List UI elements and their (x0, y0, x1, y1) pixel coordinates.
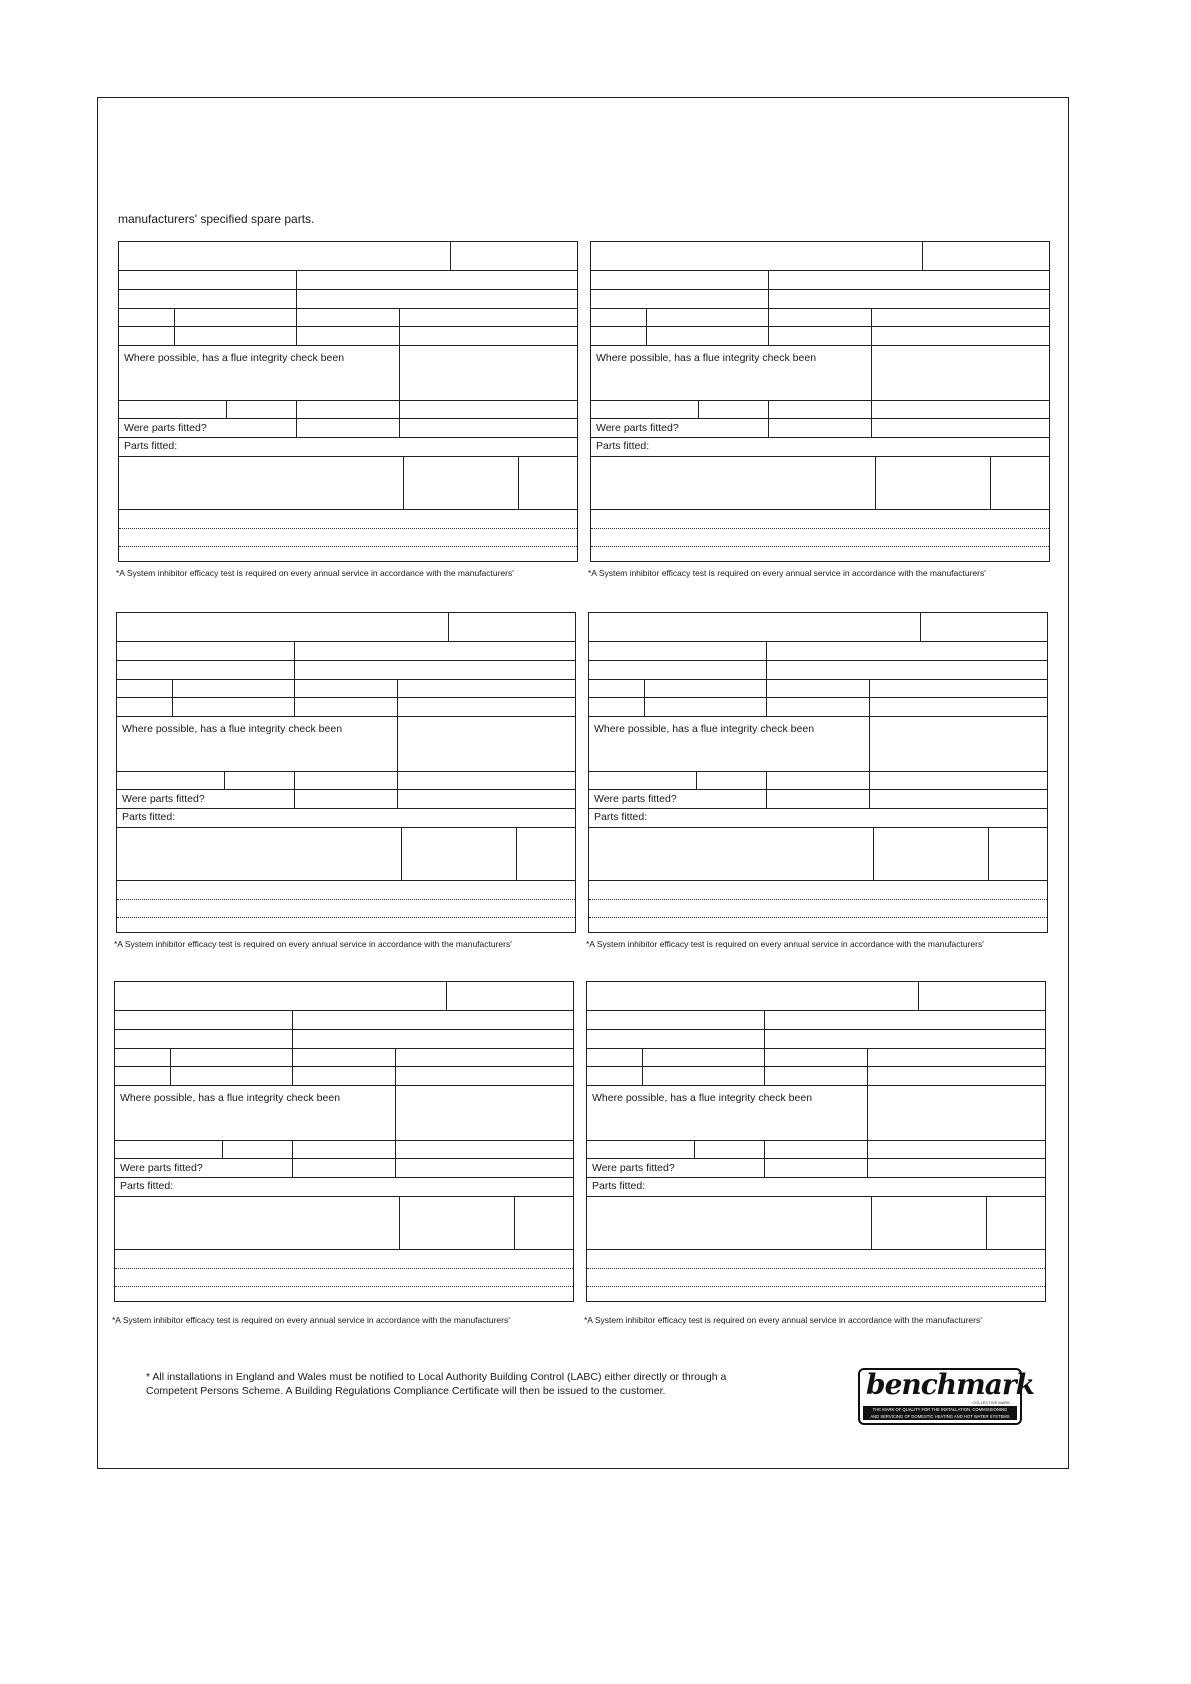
row-4-cell-d[interactable] (397, 697, 577, 716)
parts-question-label: Were parts fitted? (596, 422, 679, 434)
notes-line-2[interactable] (117, 899, 577, 917)
parts-fitted-list-field[interactable] (115, 1196, 399, 1249)
table-rule (119, 437, 577, 438)
row-2-label-field[interactable] (589, 660, 766, 679)
inhibitor-test-footnote: *A System inhibitor efficacy test is required on every annual service in accordance with the manufacturers' (114, 939, 512, 949)
row-2-label-field[interactable] (117, 660, 294, 679)
record-date-field[interactable] (448, 613, 577, 641)
row-6-cell-d[interactable] (871, 400, 1051, 418)
row-1-label-field[interactable] (587, 1010, 764, 1029)
row-4-cell-b[interactable] (170, 1066, 292, 1085)
service-record-5 (114, 981, 574, 1302)
row-3-cell-b[interactable] (174, 308, 296, 326)
row-3-cell-b[interactable] (644, 679, 766, 697)
row-6-cell-b[interactable] (222, 1140, 292, 1158)
row-4-cell-a[interactable] (587, 1066, 642, 1085)
row-6-cell-b[interactable] (696, 771, 766, 789)
service-record-3 (116, 612, 576, 933)
parts-fitted-label: Parts fitted: (124, 440, 178, 452)
row-6-cell-a[interactable] (119, 400, 226, 418)
notes-line-3[interactable] (591, 546, 1051, 563)
inhibitor-test-footnote: *A System inhibitor efficacy test is required on every annual service in accordance with the manufacturers' (586, 939, 984, 949)
row-4-cell-b[interactable] (642, 1066, 764, 1085)
labc-notice-line-2: Competent Persons Scheme. A Building Regulations Compliance Certificate will then be issued to the customer. (146, 1385, 666, 1397)
parts-fitted-label: Parts fitted: (120, 1180, 174, 1192)
row-3-cell-c[interactable] (764, 1048, 867, 1066)
row-4-cell-c[interactable] (294, 697, 397, 716)
parts-fitted-label: Parts fitted: (592, 1180, 646, 1192)
row-3-cell-b[interactable] (170, 1048, 292, 1066)
row-1-value-field[interactable] (766, 641, 1049, 660)
row-6-cell-c[interactable] (294, 771, 397, 789)
notes-line-2[interactable] (119, 528, 579, 546)
row-4-cell-a[interactable] (119, 326, 174, 345)
parts-question-label: Were parts fitted? (122, 793, 205, 805)
row-4-cell-a[interactable] (589, 697, 644, 716)
notes-line-2[interactable] (587, 1268, 1047, 1286)
row-3-cell-a[interactable] (117, 679, 172, 697)
row-4-cell-d[interactable] (395, 1066, 575, 1085)
row-4-cell-d[interactable] (867, 1066, 1047, 1085)
service-record-1 (118, 241, 578, 562)
parts-quantity-field[interactable] (399, 1196, 514, 1249)
row-1-label-field[interactable] (115, 1010, 292, 1029)
table-rule (589, 808, 1047, 809)
row-6-cell-c[interactable] (768, 400, 871, 418)
flue-check-label: Where possible, has a flue integrity check been (592, 1092, 813, 1104)
flue-check-label: Where possible, has a flue integrity check been (120, 1092, 341, 1104)
inhibitor-test-footnote: *A System inhibitor efficacy test is required on every annual service in accordance with the manufacturers' (584, 1315, 982, 1325)
parts-fitted-answer-field[interactable] (292, 1158, 395, 1177)
parts-code-field[interactable] (516, 827, 577, 880)
row-3-cell-d[interactable] (869, 679, 1049, 697)
row-2-value-field[interactable] (766, 660, 1049, 679)
notes-line-2[interactable] (115, 1268, 575, 1286)
benchmark-logo-sub: COLLECTIVE MARK (972, 1400, 1010, 1405)
parts-question-label: Were parts fitted? (124, 422, 207, 434)
labc-notice-line-1: * All installations in England and Wales must be notified to Local Authority Building Control (LABC) either directly or through a (146, 1371, 727, 1383)
notes-line-2[interactable] (589, 899, 1049, 917)
record-title-field[interactable] (587, 982, 918, 1010)
row-4-cell-c[interactable] (768, 326, 871, 345)
benchmark-logo (858, 1368, 1035, 1425)
flue-check-label: Where possible, has a flue integrity check been (122, 723, 343, 735)
row-6-cell-d[interactable] (399, 400, 579, 418)
row-6-cell-d[interactable] (397, 771, 577, 789)
row-6-cell-b[interactable] (698, 400, 768, 418)
row-3-cell-d[interactable] (399, 308, 579, 326)
parts-question-label: Were parts fitted? (120, 1162, 203, 1174)
row-6-cell-a[interactable] (589, 771, 696, 789)
row-4-cell-c[interactable] (296, 326, 399, 345)
benchmark-logo-band-line-2: AND SERVICING OF DOMESTIC HEATING AND HOT WATER SYSTEMS (870, 1414, 1010, 1419)
row-2-label-field[interactable] (115, 1029, 292, 1048)
row-3-cell-c[interactable] (294, 679, 397, 697)
row-3-cell-b[interactable] (646, 308, 768, 326)
parts-quantity-field[interactable] (403, 456, 518, 509)
notes-line-1[interactable] (587, 1249, 1047, 1268)
flue-check-answer-field[interactable] (867, 1085, 1047, 1140)
record-title-field[interactable] (115, 982, 446, 1010)
row-4-cell-b[interactable] (174, 326, 296, 345)
benchmark-logo-word: benchmark (866, 1368, 1035, 1401)
row-4-cell-d[interactable] (869, 697, 1049, 716)
parts-code-field[interactable] (518, 456, 579, 509)
parts-fitted-extra-field[interactable] (399, 418, 579, 437)
row-3-cell-b[interactable] (172, 679, 294, 697)
row-1-value-field[interactable] (296, 270, 579, 289)
row-3-cell-d[interactable] (395, 1048, 575, 1066)
row-6-cell-d[interactable] (867, 1140, 1047, 1158)
row-3-cell-a[interactable] (591, 308, 646, 326)
flue-check-label: Where possible, has a flue integrity check been (596, 352, 817, 364)
flue-check-label: Where possible, has a flue integrity check been (124, 352, 345, 364)
notes-line-1[interactable] (591, 509, 1051, 528)
record-title-field[interactable] (589, 613, 920, 641)
table-rule (117, 808, 575, 809)
notes-line-1[interactable] (589, 880, 1049, 899)
row-1-value-field[interactable] (768, 270, 1051, 289)
parts-code-field[interactable] (514, 1196, 575, 1249)
row-3-cell-a[interactable] (589, 679, 644, 697)
record-date-field[interactable] (922, 242, 1051, 270)
row-4-cell-c[interactable] (764, 1066, 867, 1085)
parts-fitted-extra-field[interactable] (871, 418, 1051, 437)
row-6-cell-a[interactable] (587, 1140, 694, 1158)
parts-fitted-list-field[interactable] (117, 827, 401, 880)
parts-quantity-field[interactable] (873, 827, 988, 880)
row-2-value-field[interactable] (764, 1029, 1047, 1048)
parts-fitted-extra-field[interactable] (867, 1158, 1047, 1177)
row-4-cell-a[interactable] (115, 1066, 170, 1085)
row-6-cell-a[interactable] (115, 1140, 222, 1158)
row-4-cell-a[interactable] (591, 326, 646, 345)
record-title-field[interactable] (117, 613, 448, 641)
row-6-cell-c[interactable] (764, 1140, 867, 1158)
intro-text: manufacturers' specified spare parts. (118, 212, 315, 226)
parts-fitted-extra-field[interactable] (397, 789, 577, 808)
parts-quantity-field[interactable] (401, 827, 516, 880)
benchmark-logo-band (863, 1406, 1017, 1420)
notes-line-3[interactable] (117, 917, 577, 934)
row-3-cell-a[interactable] (119, 308, 174, 326)
record-date-field[interactable] (920, 613, 1049, 641)
parts-fitted-answer-field[interactable] (768, 418, 871, 437)
parts-fitted-answer-field[interactable] (764, 1158, 867, 1177)
parts-quantity-field[interactable] (875, 456, 990, 509)
parts-quantity-field[interactable] (871, 1196, 986, 1249)
parts-fitted-list-field[interactable] (119, 456, 403, 509)
row-3-cell-c[interactable] (766, 679, 869, 697)
notes-line-1[interactable] (115, 1249, 575, 1268)
row-6-cell-a[interactable] (591, 400, 698, 418)
labc-notice (146, 1370, 796, 1398)
row-6-cell-d[interactable] (395, 1140, 575, 1158)
flue-check-answer-field[interactable] (395, 1085, 575, 1140)
row-2-label-field[interactable] (587, 1029, 764, 1048)
row-2-value-field[interactable] (292, 1029, 575, 1048)
flue-check-answer-field[interactable] (869, 716, 1049, 771)
flue-check-answer-field[interactable] (399, 345, 579, 400)
parts-fitted-label: Parts fitted: (122, 811, 176, 823)
table-rule (591, 437, 1049, 438)
parts-question-label: Were parts fitted? (592, 1162, 675, 1174)
row-2-label-field[interactable] (119, 289, 296, 308)
parts-fitted-answer-field[interactable] (294, 789, 397, 808)
row-3-cell-c[interactable] (768, 308, 871, 326)
row-3-cell-c[interactable] (292, 1048, 395, 1066)
row-6-cell-c[interactable] (296, 400, 399, 418)
row-4-cell-a[interactable] (117, 697, 172, 716)
row-3-cell-a[interactable] (115, 1048, 170, 1066)
row-3-cell-d[interactable] (867, 1048, 1047, 1066)
row-1-label-field[interactable] (117, 641, 294, 660)
row-1-value-field[interactable] (294, 641, 577, 660)
row-3-cell-c[interactable] (296, 308, 399, 326)
parts-code-field[interactable] (986, 1196, 1047, 1249)
row-6-cell-a[interactable] (117, 771, 224, 789)
parts-fitted-extra-field[interactable] (869, 789, 1049, 808)
row-1-value-field[interactable] (292, 1010, 575, 1029)
row-6-cell-b[interactable] (694, 1140, 764, 1158)
parts-fitted-extra-field[interactable] (395, 1158, 575, 1177)
row-6-cell-d[interactable] (869, 771, 1049, 789)
flue-check-label: Where possible, has a flue integrity check been (594, 723, 815, 735)
row-1-label-field[interactable] (589, 641, 766, 660)
row-2-label-field[interactable] (591, 289, 768, 308)
row-1-value-field[interactable] (764, 1010, 1047, 1029)
inhibitor-test-footnote: *A System inhibitor efficacy test is required on every annual service in accordance with the manufacturers' (588, 568, 986, 578)
row-3-cell-a[interactable] (587, 1048, 642, 1066)
row-6-cell-b[interactable] (224, 771, 294, 789)
notes-line-1[interactable] (117, 880, 577, 899)
parts-fitted-list-field[interactable] (587, 1196, 871, 1249)
record-date-field[interactable] (918, 982, 1047, 1010)
service-record-6 (586, 981, 1046, 1302)
row-4-cell-b[interactable] (644, 697, 766, 716)
row-3-cell-d[interactable] (871, 308, 1051, 326)
row-4-cell-b[interactable] (172, 697, 294, 716)
parts-fitted-label: Parts fitted: (596, 440, 650, 452)
row-4-cell-c[interactable] (766, 697, 869, 716)
notes-line-3[interactable] (589, 917, 1049, 934)
row-6-cell-c[interactable] (766, 771, 869, 789)
service-record-4 (588, 612, 1048, 933)
row-3-cell-b[interactable] (642, 1048, 764, 1066)
parts-fitted-list-field[interactable] (591, 456, 875, 509)
parts-code-field[interactable] (990, 456, 1051, 509)
row-4-cell-d[interactable] (871, 326, 1051, 345)
table-rule (115, 1177, 573, 1178)
benchmark-logo-band-line-1: THE MARK OF QUALITY FOR THE INSTALLATION, COMMISSIONING (872, 1407, 1008, 1412)
row-6-cell-b[interactable] (226, 400, 296, 418)
row-4-cell-d[interactable] (399, 326, 579, 345)
record-date-field[interactable] (446, 982, 575, 1010)
inhibitor-test-footnote: *A System inhibitor efficacy test is required on every annual service in accordance with the manufacturers' (112, 1315, 510, 1325)
row-4-cell-b[interactable] (646, 326, 768, 345)
notes-line-3[interactable] (119, 546, 579, 563)
inhibitor-test-footnote: *A System inhibitor efficacy test is required on every annual service in accordance with the manufacturers' (116, 568, 514, 578)
service-record-2 (590, 241, 1050, 562)
parts-fitted-list-field[interactable] (589, 827, 873, 880)
parts-question-label: Were parts fitted? (594, 793, 677, 805)
record-title-field[interactable] (591, 242, 922, 270)
row-4-cell-c[interactable] (292, 1066, 395, 1085)
table-rule (587, 1177, 1045, 1178)
notes-line-1[interactable] (119, 509, 579, 528)
row-1-label-field[interactable] (119, 270, 296, 289)
record-title-field[interactable] (119, 242, 450, 270)
row-6-cell-c[interactable] (292, 1140, 395, 1158)
parts-fitted-answer-field[interactable] (766, 789, 869, 808)
parts-fitted-answer-field[interactable] (296, 418, 399, 437)
parts-fitted-label: Parts fitted: (594, 811, 648, 823)
flue-check-answer-field[interactable] (871, 345, 1051, 400)
notes-line-3[interactable] (115, 1286, 575, 1303)
record-date-field[interactable] (450, 242, 579, 270)
row-1-label-field[interactable] (591, 270, 768, 289)
notes-line-2[interactable] (591, 528, 1051, 546)
flue-check-answer-field[interactable] (397, 716, 577, 771)
parts-code-field[interactable] (988, 827, 1049, 880)
row-2-value-field[interactable] (296, 289, 579, 308)
row-2-value-field[interactable] (768, 289, 1051, 308)
row-2-value-field[interactable] (294, 660, 577, 679)
notes-line-3[interactable] (587, 1286, 1047, 1303)
row-3-cell-d[interactable] (397, 679, 577, 697)
